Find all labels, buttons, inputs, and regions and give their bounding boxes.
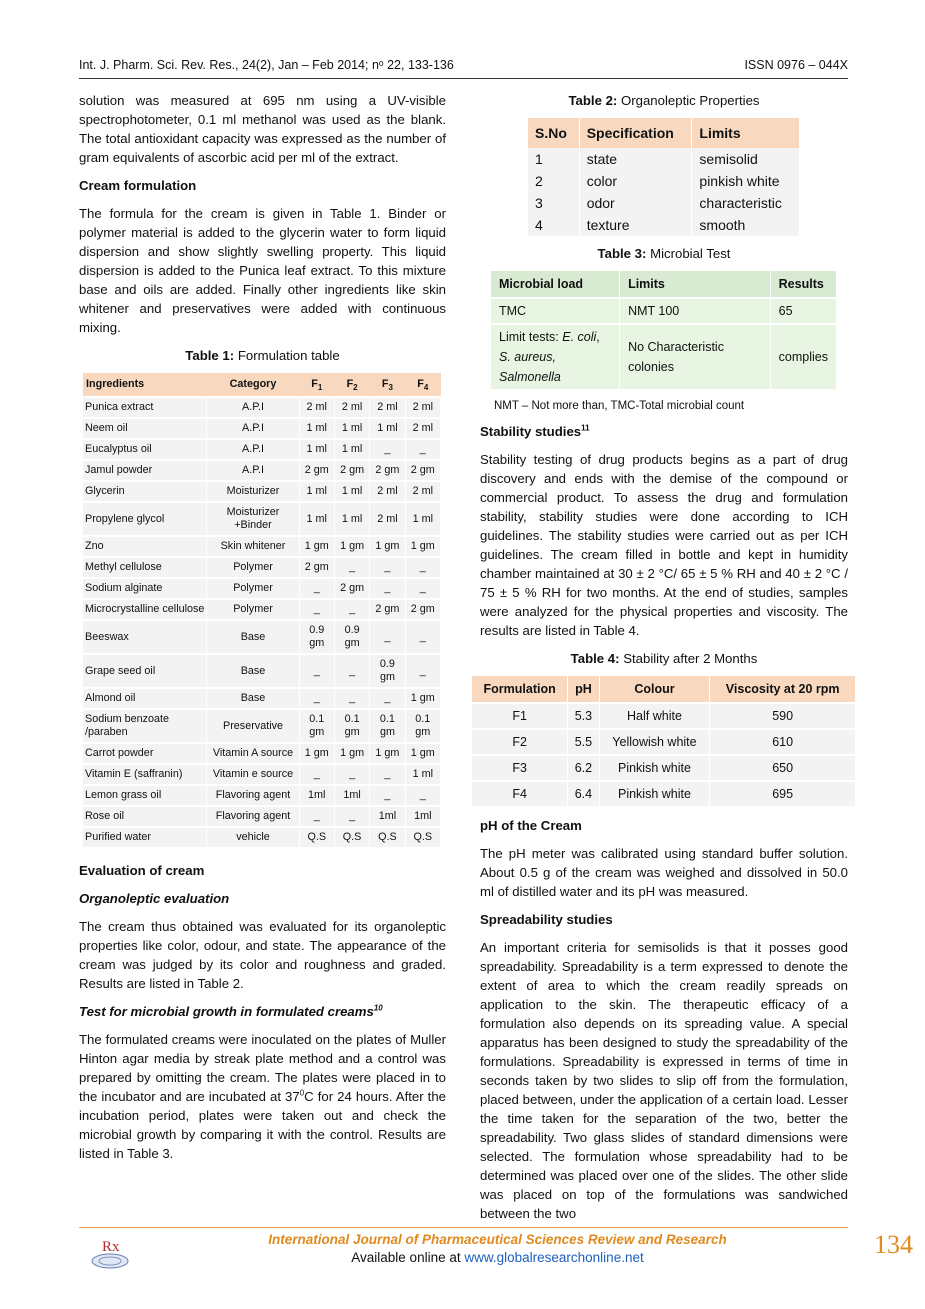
table4-caption-label: Table 4: xyxy=(570,651,620,666)
table-header-cell: Ingredients xyxy=(83,373,207,397)
intro-paragraph: solution was measured at 695 nm using a UV-visible spectrophotometer, 0.1 ml methanol was used as the blank. The total antioxidant capacity was expressed as the number of gram equivalents of ascorbic acid per ml of the extract. xyxy=(79,93,446,165)
table-cell: 0.9 gm xyxy=(334,620,369,654)
table-cell: _ xyxy=(299,654,334,688)
table-cell: Lemon grass oil xyxy=(83,785,207,806)
table-cell: 1 ml xyxy=(334,439,369,460)
table-cell: 2 gm xyxy=(334,578,369,599)
table-cell: Yellowish white xyxy=(599,729,710,755)
table-row xyxy=(83,785,441,806)
table-cell: 1ml xyxy=(334,785,369,806)
table-cell: 695 xyxy=(710,781,856,807)
cream-formulation-text: The formula for the cream is given in Table 1. Binder or polymer material is added to the glycerin water to form liquid dispersion and show slightly swelling property. This liquid dispersion is added to the Punica leaf extract. To this mixture base and oils are added. Finally other ingredients like skin whitener and preservatives were added with continuous mixing. xyxy=(79,206,446,335)
table-cell: 4 xyxy=(528,214,579,236)
table-cell: Q.S xyxy=(405,827,440,848)
header-label: F xyxy=(417,378,424,390)
table-cell: 1 ml xyxy=(299,481,334,502)
table-header-cell: Microbial load xyxy=(491,271,620,298)
table-cell: _ xyxy=(405,654,440,688)
table-cell: Skin whitener xyxy=(207,536,299,557)
table-cell: No Characteristic colonies xyxy=(620,324,771,390)
microbial-table xyxy=(491,271,837,391)
table-header-cell: Colour xyxy=(599,676,710,703)
table-cell: _ xyxy=(334,599,369,620)
table-cell: _ xyxy=(299,599,334,620)
table-cell: Moisturizer xyxy=(207,481,299,502)
microbial-text xyxy=(79,1030,446,1163)
table-row xyxy=(491,324,837,390)
table-cell: 2 ml xyxy=(405,418,440,439)
table-cell: 1 gm xyxy=(405,688,440,709)
evaluation-heading: Evaluation of cream xyxy=(79,863,205,878)
table-cell: 2 gm xyxy=(370,599,405,620)
table-cell: _ xyxy=(370,557,405,578)
table-row xyxy=(472,781,856,807)
table-cell: odor xyxy=(579,192,692,214)
table-cell: Propylene glycol xyxy=(83,502,207,536)
table-row xyxy=(83,709,441,743)
table-cell: Flavoring agent xyxy=(207,806,299,827)
table-cell: Vitamin E (saffranin) xyxy=(83,764,207,785)
table-cell: Base xyxy=(207,654,299,688)
table-cell: Base xyxy=(207,688,299,709)
table-cell: 2 gm xyxy=(299,557,334,578)
table-cell: 2 ml xyxy=(299,397,334,418)
table1-caption-label: Table 1: xyxy=(185,348,235,363)
table-row xyxy=(528,192,800,214)
table-cell: _ xyxy=(334,764,369,785)
table-cell: 1 ml xyxy=(334,502,369,536)
table-header-cell: Category xyxy=(207,373,299,397)
table-cell: _ xyxy=(405,439,440,460)
footer-availability xyxy=(200,1250,795,1265)
table-cell: A.P.I xyxy=(207,439,299,460)
table-cell: 0.1 gm xyxy=(405,709,440,743)
table-cell: color xyxy=(579,170,692,192)
table-cell: A.P.I xyxy=(207,460,299,481)
table-cell: F2 xyxy=(472,729,568,755)
limit-tests-label: Limit tests: xyxy=(499,330,559,344)
table-cell: Q.S xyxy=(334,827,369,848)
table-cell: 1 gm xyxy=(405,743,440,764)
table4-caption-text: Stability after 2 Months xyxy=(623,651,758,666)
available-online-label: Available online at xyxy=(351,1250,465,1265)
table-cell: _ xyxy=(370,785,405,806)
table-cell: 1ml xyxy=(405,806,440,827)
table-cell: Almond oil xyxy=(83,688,207,709)
header-subscript: 1 xyxy=(317,383,323,393)
table-cell: 1 gm xyxy=(370,536,405,557)
table-cell: F1 xyxy=(472,703,568,729)
table2-caption-text: Organoleptic Properties xyxy=(620,93,760,108)
table-cell: semisolid xyxy=(692,148,800,170)
microbial-heading-text: Test for microbial growth in formulated creams xyxy=(79,1004,374,1019)
microbial-text-a: The formulated creams were inoculated on the plates of Muller Hinton agar media by streak plate method and a control was prepared by omitting the cream. The plates were placed in to the incubator and are incubated at 37 xyxy=(79,1032,446,1104)
table-cell: NMT 100 xyxy=(620,298,771,324)
header-label: F xyxy=(346,378,354,390)
table-header-cell: pH xyxy=(568,676,599,703)
table-cell: Preservative xyxy=(207,709,299,743)
table-row xyxy=(472,703,856,729)
table-header-cell: Limits xyxy=(620,271,771,298)
table-cell: Q.S xyxy=(370,827,405,848)
table1-caption-text: Formulation table xyxy=(237,348,340,363)
table-cell: 2 ml xyxy=(370,502,405,536)
organism-others: S. aureus, Salmonella xyxy=(499,350,561,384)
table-cell: Polymer xyxy=(207,599,299,620)
table-cell: Pinkish white xyxy=(599,781,710,807)
table-cell: 0.9 gm xyxy=(370,654,405,688)
journal-logo-icon xyxy=(88,1234,132,1272)
header-label: F xyxy=(311,378,318,390)
footer-journal-name: International Journal of Pharmaceutical Sciences Review and Research xyxy=(268,1232,727,1247)
table-cell: _ xyxy=(370,439,405,460)
table-cell: 1 gm xyxy=(334,536,369,557)
left-column xyxy=(79,91,446,1172)
page-number: 134 xyxy=(874,1230,913,1259)
header-rule xyxy=(79,78,848,79)
table-cell: Methyl cellulose xyxy=(83,557,207,578)
table-cell: 610 xyxy=(710,729,856,755)
table-cell: 1ml xyxy=(299,785,334,806)
stability-heading-text: Stability studies xyxy=(480,424,582,439)
table-row xyxy=(528,170,800,192)
table-cell: Moisturizer +Binder xyxy=(207,502,299,536)
table-cell: Punica extract xyxy=(83,397,207,418)
table-cell: _ xyxy=(405,785,440,806)
table-header-cell: Specification xyxy=(579,118,692,148)
table-cell: 1 gm xyxy=(334,743,369,764)
table-cell: 2 gm xyxy=(299,460,334,481)
table-row xyxy=(528,214,800,236)
table-cell: _ xyxy=(405,620,440,654)
table-cell: 1 ml xyxy=(299,418,334,439)
table-cell: Vitamin e source xyxy=(207,764,299,785)
table-row xyxy=(83,481,441,502)
table-cell: 590 xyxy=(710,703,856,729)
table-cell: 0.1 gm xyxy=(334,709,369,743)
table-cell: 1ml xyxy=(370,806,405,827)
table-cell: A.P.I xyxy=(207,397,299,418)
table-cell: Sodium alginate xyxy=(83,578,207,599)
table-cell: Q.S xyxy=(299,827,334,848)
table-row xyxy=(83,806,441,827)
table-cell: _ xyxy=(405,578,440,599)
table-cell: Jamul powder xyxy=(83,460,207,481)
footer-rule xyxy=(79,1227,848,1228)
table-cell: _ xyxy=(334,654,369,688)
table-cell: 1 ml xyxy=(334,418,369,439)
table3-note: NMT – Not more than, TMC-Total microbial count xyxy=(494,400,745,412)
table-header-cell: Results xyxy=(770,271,836,298)
table-cell: 2 gm xyxy=(334,460,369,481)
table-cell: Neem oil xyxy=(83,418,207,439)
table-row xyxy=(83,743,441,764)
header-subscript: 2 xyxy=(353,383,358,393)
table-cell: _ xyxy=(299,688,334,709)
table-header-cell: S.No xyxy=(528,118,579,148)
table-cell: Microcrystalline cellulose xyxy=(83,599,207,620)
table-cell: 5.3 xyxy=(568,703,599,729)
table-row xyxy=(528,148,800,170)
stability-ref: 11 xyxy=(581,423,590,433)
table-row xyxy=(83,439,441,460)
table-row xyxy=(83,536,441,557)
table-cell: smooth xyxy=(692,214,800,236)
issn: ISSN 0976 – 044X xyxy=(744,58,848,72)
table1-caption xyxy=(79,346,446,365)
header-label: F xyxy=(381,378,389,390)
table-cell: 2 ml xyxy=(370,397,405,418)
table-cell: 1 ml xyxy=(405,764,440,785)
organoleptic-text: The cream thus obtained was evaluated for its organoleptic properties like color, odour, and state. The appearance of the cream was judged by its color and roughness and graded. Results are listed in Table 2. xyxy=(79,919,446,991)
table-cell: 1 gm xyxy=(299,536,334,557)
table-cell: 0.1 gm xyxy=(299,709,334,743)
website-link[interactable]: www.globalresearchonline.net xyxy=(464,1250,644,1265)
table-cell: 2 gm xyxy=(405,460,440,481)
table-cell: 3 xyxy=(528,192,579,214)
table-cell: Flavoring agent xyxy=(207,785,299,806)
table-row xyxy=(491,298,837,324)
table-cell: 1 ml xyxy=(334,481,369,502)
table3-caption-label: Table 3: xyxy=(597,246,647,261)
table-cell: Glycerin xyxy=(83,481,207,502)
table-cell: _ xyxy=(299,806,334,827)
table-cell: Zno xyxy=(83,536,207,557)
table-row xyxy=(83,460,441,481)
table-cell: 6.4 xyxy=(568,781,599,807)
table-cell: 1 gm xyxy=(405,536,440,557)
table-cell: Sodium benzoate /paraben xyxy=(83,709,207,743)
table-cell: Beeswax xyxy=(83,620,207,654)
table-cell: vehicle xyxy=(207,827,299,848)
table-cell: 1 gm xyxy=(370,743,405,764)
table2-caption xyxy=(480,91,848,110)
ph-heading: pH of the Cream xyxy=(480,818,582,833)
table-cell: _ xyxy=(405,557,440,578)
table-cell: 0.9 gm xyxy=(299,620,334,654)
table-cell: 1 ml xyxy=(299,439,334,460)
table-cell: 1 ml xyxy=(299,502,334,536)
table-cell: TMC xyxy=(491,298,620,324)
table-cell: 65 xyxy=(770,298,836,324)
table-row xyxy=(83,578,441,599)
table-cell: pinkish white xyxy=(692,170,800,192)
organism-ecoli: E. coli xyxy=(562,330,597,344)
table-header-cell: Limits xyxy=(692,118,800,148)
table-cell: 2 gm xyxy=(370,460,405,481)
stability-heading xyxy=(480,422,848,441)
table-cell: Rose oil xyxy=(83,806,207,827)
microbial-heading xyxy=(79,1002,446,1021)
organoleptic-heading: Organoleptic evaluation xyxy=(79,891,230,906)
formulation-table xyxy=(83,373,441,849)
table4-caption xyxy=(480,649,848,668)
table-cell: 2 xyxy=(528,170,579,192)
table-row xyxy=(83,764,441,785)
table-cell: 2 gm xyxy=(405,599,440,620)
degree-sup: 0 xyxy=(299,1088,305,1098)
table-row xyxy=(83,557,441,578)
table-cell: state xyxy=(579,148,692,170)
header-subscript: 4 xyxy=(423,383,429,393)
table-cell: _ xyxy=(334,806,369,827)
table-header-cell xyxy=(405,373,440,397)
table-cell: complies xyxy=(770,324,836,390)
microbial-ref: 10 xyxy=(373,1003,383,1013)
table-row xyxy=(83,688,441,709)
table-row xyxy=(472,755,856,781)
table-cell: Polymer xyxy=(207,557,299,578)
table-cell: _ xyxy=(299,578,334,599)
journal-citation: Int. J. Pharm. Sci. Rev. Res., 24(2), Jan – Feb 2014; nᵒ 22, 133-136 xyxy=(79,58,454,72)
table-cell: _ xyxy=(370,764,405,785)
table-cell: Vitamin A source xyxy=(207,743,299,764)
logo-text: Rx xyxy=(102,1239,120,1255)
table-cell: 2 ml xyxy=(334,397,369,418)
spreadability-text: An important criteria for semisolids is that it posses good spreadability. Spreadability is a term expressed to denote the extent of area to which the cream readily spreads on application to the skin. The therapeutic efficacy of a formulation also depends on its spreading value. A special apparatus has been designed to study the spreadability of the formulations. Spreadability is expressed in terms of time in seconds taken by two slides to slip off from the formulation, placed between, under the application of a certain load. Lesser the time taken for the separation of the two, better the spreadability. Two glass slides of standard dimensions were selected. The formulation whose spreadability had to be determined was placed over one of the slides. The other slide was placed on top of the formulations was sandwiched between the two xyxy=(480,940,848,1221)
table-row xyxy=(83,397,441,418)
table3-caption xyxy=(480,244,848,263)
stability-text: Stability testing of drug products begins as a part of drug discovery and ends with the demise of the compound or commercial product. To assess the drug and formulation stability, stability studies were done according to ICH guidelines. The stability studies were carried out as per ICH guidelines. The cream filled in bottle and kept in humidity chamber maintained at 30 ± 2 °C/ 65 ± 5 % RH and 40 ± 2 °C / 75 ± 5 % RH for two months. At the end of studies, samples were analyzed for the physical properties and viscosity. The results are listed in Table 4. xyxy=(480,452,848,638)
table-cell: _ xyxy=(334,557,369,578)
table-cell: _ xyxy=(299,764,334,785)
page-header xyxy=(79,58,848,72)
table-cell: Carrot powder xyxy=(83,743,207,764)
table-row xyxy=(83,620,441,654)
table-header-cell: Viscosity at 20 rpm xyxy=(710,676,856,703)
ph-text: The pH meter was calibrated using standard buffer solution. About 0.5 g of the cream was weighed and dissolved in 50.0 ml of distilled water and its pH was measured. xyxy=(480,846,848,899)
microbial-text-b: C for 24 hours. After the incubation period, plates were taken out and check the microbial growth by comparing it with the control. Results are listed in Table 3. xyxy=(79,1089,446,1161)
table-row xyxy=(83,599,441,620)
table-cell: Pinkish white xyxy=(599,755,710,781)
table-cell: texture xyxy=(579,214,692,236)
table-cell: _ xyxy=(370,688,405,709)
table-cell: Grape seed oil xyxy=(83,654,207,688)
header-subscript: 3 xyxy=(388,383,393,393)
table-cell: characteristic xyxy=(692,192,800,214)
table2-caption-label: Table 2: xyxy=(568,93,618,108)
cream-formulation-heading: Cream formulation xyxy=(79,178,197,193)
table-cell: 5.5 xyxy=(568,729,599,755)
table-cell: 1 ml xyxy=(405,502,440,536)
table-row xyxy=(83,654,441,688)
table-cell: 2 ml xyxy=(405,397,440,418)
table-header-cell: Formulation xyxy=(472,676,568,703)
stability-table xyxy=(472,676,856,808)
table-cell: _ xyxy=(334,688,369,709)
organoleptic-table xyxy=(528,118,800,236)
right-column xyxy=(480,91,848,1232)
table-row xyxy=(83,418,441,439)
table-cell: F4 xyxy=(472,781,568,807)
table-header-cell xyxy=(299,373,334,397)
table-cell: 1 gm xyxy=(299,743,334,764)
table-cell: Limit tests: E. coli, S. aureus, Salmonella xyxy=(491,324,620,390)
table-row xyxy=(83,827,441,848)
table-cell: 1 xyxy=(528,148,579,170)
spreadability-heading: Spreadability studies xyxy=(480,912,613,927)
table-cell: 1 ml xyxy=(370,418,405,439)
table-cell: A.P.I xyxy=(207,418,299,439)
table-cell: Purified water xyxy=(83,827,207,848)
table-cell: _ xyxy=(370,620,405,654)
table-cell: Eucalyptus oil xyxy=(83,439,207,460)
table-row xyxy=(472,729,856,755)
table-cell: 2 ml xyxy=(405,481,440,502)
table-cell: F3 xyxy=(472,755,568,781)
table-cell: 0.1 gm xyxy=(370,709,405,743)
table-cell: 6.2 xyxy=(568,755,599,781)
table3-caption-text: Microbial Test xyxy=(650,246,731,261)
table-cell: Half white xyxy=(599,703,710,729)
table-cell: 650 xyxy=(710,755,856,781)
table-cell: Polymer xyxy=(207,578,299,599)
table-header-cell xyxy=(370,373,405,397)
table-cell: _ xyxy=(370,578,405,599)
table-row xyxy=(83,502,441,536)
table-header-cell xyxy=(334,373,369,397)
table-cell: 2 ml xyxy=(370,481,405,502)
table-cell: Base xyxy=(207,620,299,654)
